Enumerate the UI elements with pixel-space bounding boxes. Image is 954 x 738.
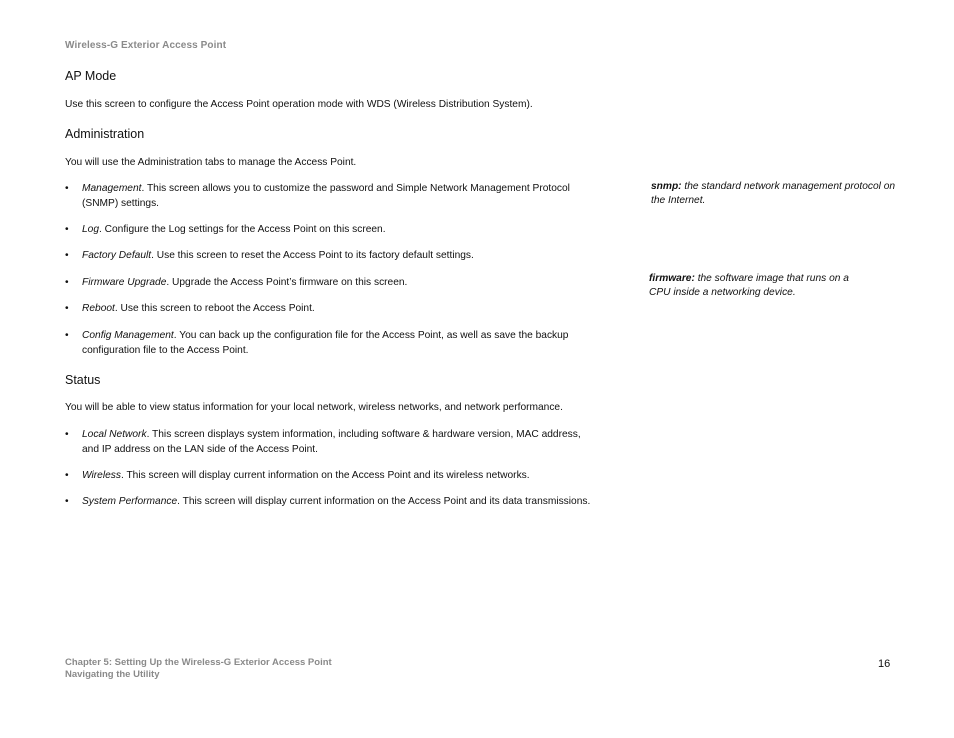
administration-intro: You will use the Administration tabs to manage the Access Point. (65, 157, 357, 168)
list-item-text: . This screen displays system information, including software & hardware version, MAC address, and IP address on the LAN side of the Access Point. (82, 429, 581, 455)
list-item-text: . This screen allows you to customize the password and Simple Network Management Protocol (SNMP) settings. (82, 183, 570, 209)
list-item-term: Firmware Upgrade (82, 277, 167, 288)
page-number: 16 (878, 658, 891, 670)
bullet-icon: • (65, 470, 69, 481)
bullet-icon: • (65, 330, 69, 341)
list-item-term: Reboot (82, 303, 115, 314)
bullet-icon: • (65, 429, 69, 440)
footer-section: Navigating the Utility (65, 669, 160, 680)
bullet-icon: • (65, 224, 69, 235)
status-intro: You will be able to view status information for your local network, wireless networks, and network performance. (65, 402, 563, 413)
list-item-text: . You can back up the configuration file for the Access Point, as well as save the backup configuration file to the Access Point. (82, 330, 569, 356)
glossary-firmware (649, 272, 871, 300)
heading-administration: Administration (65, 127, 145, 141)
list-item-term: Local Network (82, 429, 147, 440)
list-item-text: . Upgrade the Access Point’s firmware on this screen. (166, 277, 408, 288)
list-item-text: . Use this screen to reboot the Access Point. (114, 303, 315, 314)
glossary-snmp (651, 180, 896, 208)
bullet-icon: • (65, 303, 69, 314)
heading-status: Status (65, 373, 101, 387)
bullet-icon: • (65, 496, 69, 507)
list-item-term: Wireless (82, 470, 121, 481)
bullet-icon: • (65, 277, 69, 288)
glossary-definition: the software image that runs on a CPU inside a networking device. (649, 273, 849, 298)
list-item-term: Log (82, 224, 99, 235)
running-header: Wireless-G Exterior Access Point (65, 40, 227, 51)
list-item-text: . Use this screen to reset the Access Point to its factory default settings. (151, 250, 474, 261)
heading-ap-mode: AP Mode (65, 69, 117, 83)
footer-chapter: Chapter 5: Setting Up the Wireless-G Exterior Access Point (65, 657, 332, 668)
ap-mode-intro: Use this screen to configure the Access Point operation mode with WDS (Wireless Distribution System). (65, 99, 533, 110)
list-item-text: . Configure the Log settings for the Access Point on this screen. (99, 224, 386, 235)
glossary-definition: the standard network management protocol on the Internet. (651, 181, 896, 206)
list-item-text: . This screen will display current information on the Access Point and its data transmissions. (177, 496, 591, 507)
bullet-icon: • (65, 250, 69, 261)
glossary-term: firmware: (649, 273, 695, 284)
list-item-term: Config Management (82, 330, 174, 341)
glossary-term: snmp: (651, 181, 682, 192)
list-item-term: Factory Default (82, 250, 152, 261)
footer (65, 657, 332, 681)
list-item-term: System Performance (82, 496, 178, 507)
list-item-term: Management (82, 183, 142, 194)
bullet-icon: • (65, 183, 69, 194)
list-item-text: . This screen will display current information on the Access Point and its wireless networks. (120, 470, 530, 481)
